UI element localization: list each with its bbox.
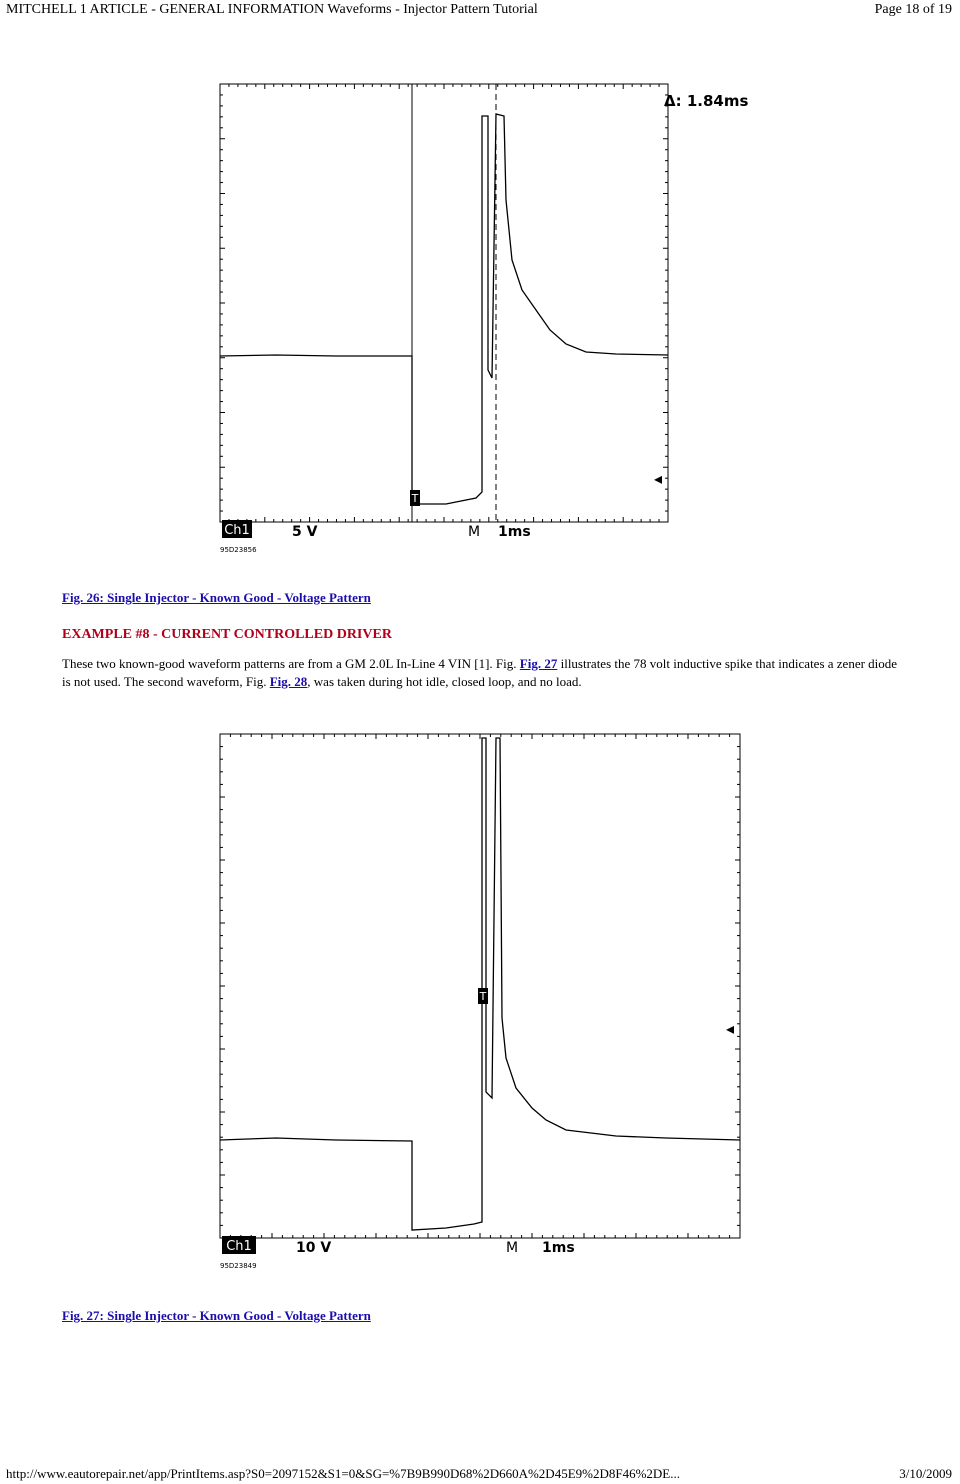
figure-26-graticule xyxy=(220,84,668,522)
figure-26-channel: Ch1 xyxy=(224,523,250,538)
example-heading: EXAMPLE #8 - CURRENT CONTROLLED DRIVER xyxy=(62,627,392,642)
figure-27-graticule xyxy=(220,734,740,1238)
figure-27-channel: Ch1 xyxy=(226,1239,252,1254)
figure-27-arrow-marker: ◂ xyxy=(726,1019,735,1038)
figure-27-trigger-marker xyxy=(478,988,488,1004)
document-header-title: MITCHELL 1 ARTICLE - GENERAL INFORMATION Waveforms - Injector Pattern Tutorial xyxy=(6,2,538,17)
figure-26-caption-link[interactable]: Fig. 26: Single Injector - Known Good - Voltage Pattern xyxy=(62,590,371,605)
figure-27-time-per-div: 1ms xyxy=(542,1240,575,1256)
figure-27-trigger-label: T xyxy=(479,990,487,1003)
paragraph-text-c: , was taken during hot idle, closed loop, and no load. xyxy=(307,674,582,689)
figure-26-oscilloscope xyxy=(216,80,756,542)
example-paragraph xyxy=(62,655,902,691)
paragraph-text-b: illustrates the 78 volt inductive spike that indicates a zener diode is not used. The second waveform, Fig. xyxy=(62,656,898,689)
figure-26-voltage-trace xyxy=(220,114,668,504)
figure-26-time-per-div: 1ms xyxy=(498,524,531,540)
figure-26-trigger-marker xyxy=(410,490,420,506)
fig-27-link[interactable]: Fig. 27 xyxy=(519,656,558,671)
figure-27-oscilloscope xyxy=(216,728,746,1268)
figure-27-caption-link[interactable]: Fig. 27: Single Injector - Known Good - Voltage Pattern xyxy=(62,1308,371,1323)
figure-26-status-bar xyxy=(222,520,531,540)
footer-url: http://www.eautorepair.net/app/PrintItems.asp?S0=2097152&S1=0&SG=%7B9B990D68%2D660A%2D45E9%2D8F46%2DE... xyxy=(6,1466,680,1481)
paragraph-text-a: These two known-good waveform patterns are from a GM 2.0L In-Line 4 VIN [1]. Fig. xyxy=(62,656,520,671)
figure-27-time-label: M xyxy=(506,1240,519,1256)
figure-26-time-label: M xyxy=(468,524,481,540)
figure-26-arrow-marker: ◂ xyxy=(654,469,663,488)
figure-27-volts-per-div: 10 V xyxy=(296,1240,332,1256)
fig-28-link[interactable]: Fig. 28 xyxy=(269,674,308,689)
figure-27-status-bar xyxy=(222,1236,575,1256)
page-number: Page 18 of 19 xyxy=(874,2,952,17)
figure-26-delta-readout: Δ: 1.84ms xyxy=(664,92,749,110)
footer-date: 3/10/2009 xyxy=(899,1466,952,1481)
figure-27-voltage-trace xyxy=(220,738,740,1230)
figure-26-image-code: 95D23856 xyxy=(220,546,257,554)
figure-26-trigger-label: T xyxy=(411,492,419,505)
figure-27-image-code: 95D23849 xyxy=(220,1262,257,1270)
figure-26-volts-per-div: 5 V xyxy=(292,524,318,540)
